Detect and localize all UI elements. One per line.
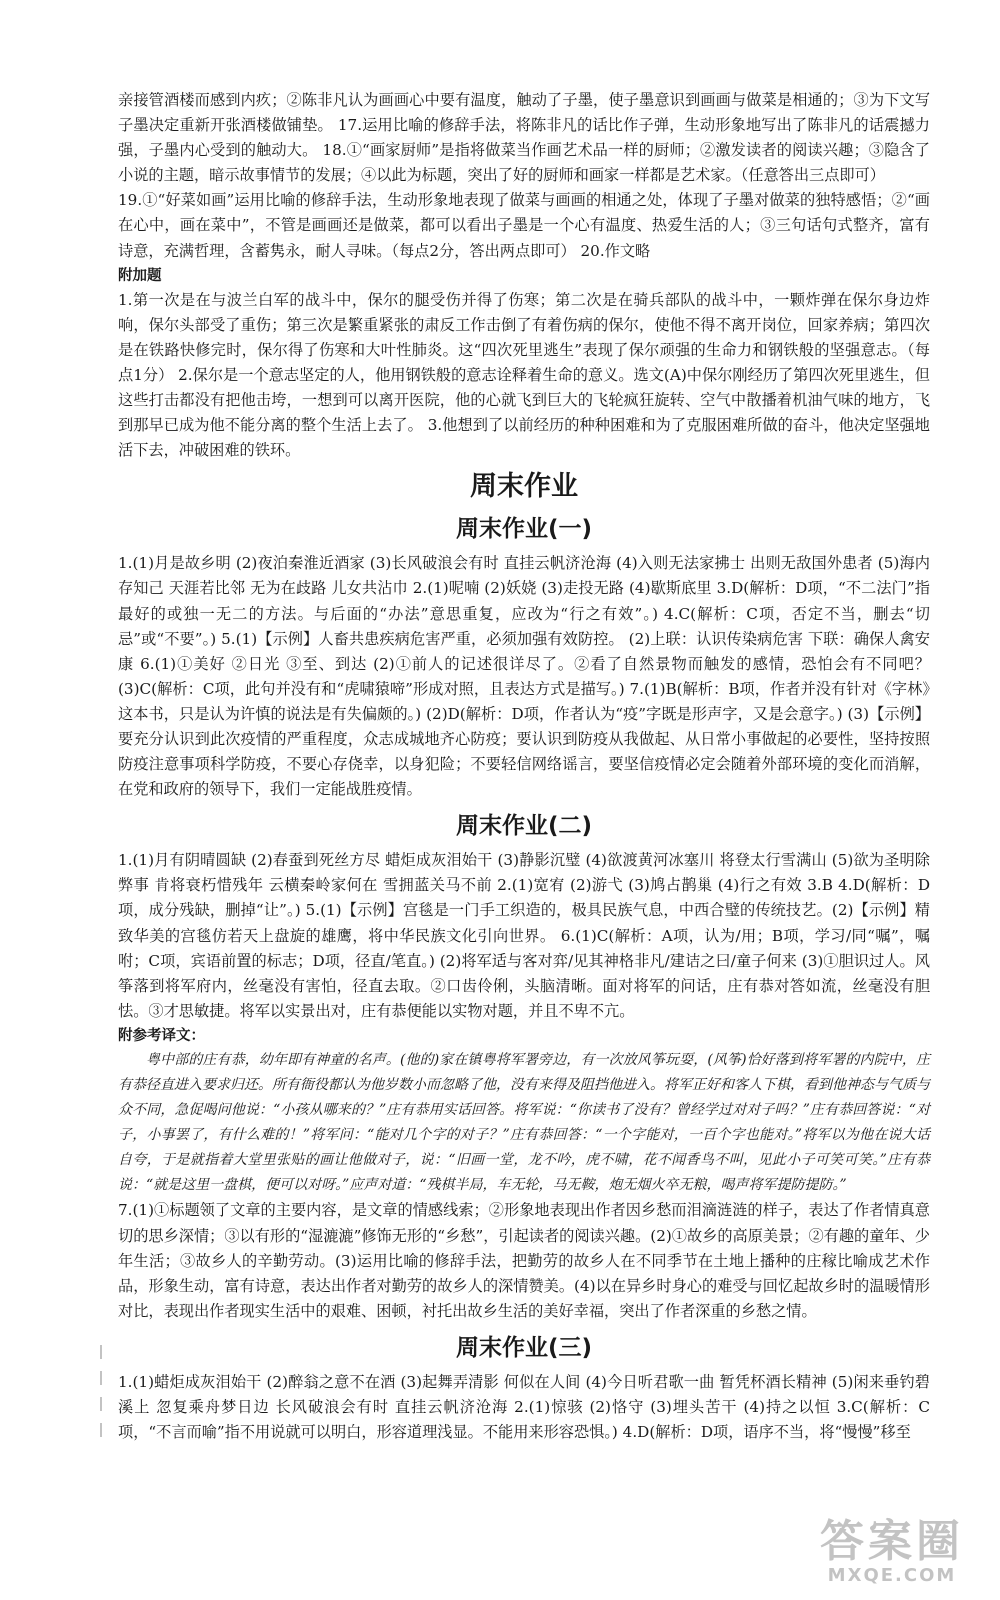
section-title-3: 周末作业(三) [455,1334,593,1361]
appendix-paragraph: 1.第一次是在与波兰白军的战斗中，保尔的腿受伤并得了伤寒；第二次是在骑兵部队的战斗中，一颗炸弹在保尔身边炸响，保尔头部受了重伤；第三次是繁重紧张的肃反工作击倒了有着伤病的保尔，使他不得不离开岗位，回家养病；第四次是在铁路快修完时，保尔得了伤寒和大叶性肺炎。这“四次死里逃生”表现了保尔顽强的生命力和钢铁般的坚强意志。（每点1分） 2.保尔是一个意志坚定的人，他用钢铁般的意志诠释着生命的意义。选文(A)中保尔刚经历了第四次死里逃生，但这些打击都没有把他击垮，一想到可以离开医院，他的心就飞到巨大的飞轮疯狂旋转、空气中散播着机油气味的地方，飞到那早已成为他不能分离的整个生活上去了。 3.他想到了以前经历的种种困难和为了克服困难所做的奋斗，他决定坚强地活下去，冲破困难的铁环。 [118,290,930,460]
translation-paragraph: 粤中部的庄有恭，幼年即有神童的名声。(他的)家在镇粤将军署旁边，有一次放风筝玩耍，(风筝)恰好落到将军署的内院中，庄有恭径直进入要求归还。所有衙役都认为他岁数小而忽略了他，没有来得及阻挡他进入。将军正好和客人下棋，看到他神态与气质与众不同，急促喝问他说：“小孩从哪来的？”庄有恭用实话回答。将军说：“你读书了没有？曾经学过对对子吗？”庄有恭回答说：“对子，小事罢了，有什么难的！”将军问：“能对几个字的对子？”庄有恭回答：“一个字能对，一百个字也能对。”将军以为他在说大话自夸，于是就指着大堂里张贴的画让他做对子，说：“旧画一堂，龙不吟，虎不啸，花不闻香鸟不叫，见此小子可笑可笑。”庄有恭说：“就是这里一盘棋，便可以对呀。”应声对道：“残棋半局，车无轮，马无鞍，炮无烟火卒无粮，喝声将军提防提防。” [118,1051,930,1194]
section2-paragraph: 1.(1)月有阴晴圆缺 (2)春蚕到死丝方尽 蜡炬成灰泪始干 (3)静影沉璧 (4)欲渡黄河冰塞川 将登太行雪满山 (5)欲为圣明除弊事 肯将衰朽惜残年 云横秦岭家何在 雪拥蓝关马不前 2.(1)宽宥 (2)游弋 (3)鸠占鹊巢 (4)行之有效 3.B 4.D(解析：D项，成分残缺，删掉“让”。) 5.(1)【示例】宫毯是一门手工织造的，极具民族气息，中西合璧的传统技艺。(2)【示例】精致华美的宫毯仿若天上盘旋的雄鹰，将中华民族文化引向世界。 6.(1)C(解析：A项，认为/用；B项，学习/同“嘱”，嘱咐；C项，宾语前置的标志；D项，径直/笔直。) (2)将军适与客对弈/见其神格非凡/建诘之曰/童子何来 (3)①胆识过人。风筝落到将军府内，丝毫没有害怕，径直去取。②口齿伶俐，头脑清晰。面对将军的问话，庄有恭对答如流，丝毫没有胆怯。③才思敏捷。将军以实景出对，庄有恭便能以实物对题，并且不卑不亢。 [118,851,930,1020]
margin-marks [96,1345,106,1465]
translation-label: 附参考译文： [118,1027,205,1044]
answer-paragraph: 亲接管酒楼而感到内疚；②陈非凡认为画画心中要有温度，触动了子墨，使子墨意识到画画与做菜是相通的；③为下文写子墨决定重新开张酒楼做铺垫。 17.运用比喻的修辞手法，将陈非凡的话比作子弹，生动形象地写出了陈非凡的话震撼力强，子墨内心受到的触动大。 18.①“画家厨师”是指将做菜当作画艺术品一样的厨师；②激发读者的阅读兴趣；③隐含了小说的主题，暗示故事情节的发展；④以此为标题，突出了好的厨师和画家一样都是艺术家。（任意答出三点即可） [118,91,930,185]
watermark-text: 答案圈 [820,1516,964,1567]
section2-paragraph-2: 7.(1)①标题领了文章的主要内容，是文章的情感线索；②形象地表现出作者因乡愁而泪滴涟涟的样子，表达了作者情真意切的思乡深情；③以有形的“湿漉漉”修饰无形的“乡愁”，引起读者的阅读兴趣。(2)①故乡的高原美景；②有趣的童年、少年生活；③故乡人的辛勤劳动。(3)运用比喻的修辞手法，把勤劳的故乡人在不同季节在土地上播种的庄稼比喻成艺术作品，形象生动，富有诗意，表达出作者对勤劳的故乡人的深情赞美。(4)以在异乡时身心的难受与回忆起故乡时的温暖情形对比，表现出作者现实生活中的艰难、困顿，衬托出故乡生活的美好幸福，突出了作者深重的乡愁之情。 [118,1201,930,1320]
watermark-url: MXQE.COM [827,1565,957,1586]
section-title-1: 周末作业(一) [455,516,593,543]
appendix-label: 附加题 [118,267,162,284]
answer-paragraph: 19.①“好菜如画”运用比喻的修辞手法，生动形象地表现了做菜与画画的相通之处，体现了子墨对做菜的独特感悟；②“画在心中，画在菜中”，不管是画画还是做菜，都可以看出子墨是一个心有温度、热爱生活的人；③三句话句式整齐，富有诗意，充满哲理，含蓄隽永，耐人寻味。（每点2分，答出两点即可） 20.作文略 [118,191,930,260]
section3-paragraph: 1.(1)蜡炬成灰泪始干 (2)醉翁之意不在酒 (3)起舞弄清影 何似在人间 (4)今日听君歌一曲 暂凭杯酒长精神 (5)闲来垂钓碧溪上 忽复乘舟梦日边 长风破浪会有时 直挂云帆济沧海 2.(1)惊骇 (2)恪守 (3)埋头苦干 (4)持之以恒 3.C(解析：C项，“不言而喻”指不用说就可以明白，形容道理浅显。不能用来形容恐惧。) 4.D(解析：D项，语序不当，将“慢慢”移至 [118,1372,930,1442]
page-content [118,88,930,1445]
main-title: 周末作业 [470,471,578,503]
translation-block [118,1048,930,1199]
section-title-2: 周末作业(二) [455,813,593,840]
watermark-logo [802,1518,982,1592]
section1-paragraph: 1.(1)月是故乡明 (2)夜泊秦淮近酒家 (3)长风破浪会有时 直挂云帆济沧海 (4)入则无法家拂士 出则无敌国外患者 (5)海内存知己 天涯若比邻 无为在歧路 儿女共沾巾 2.(1)呢喃 (2)妖娆 (3)走投无路 (4)歇斯底里 3.D(解析：D项，“不二法门”指最好的或独一无二的方法。与后面的“办法”意思重复，应改为“行之有效”。) 4.C(解析：C项，否定不当，删去“切忌”或“不要”。) 5.(1)【示例】人畜共患疾病危害严重，必须加强有效防控。 (2)上联：认识传染病危害 下联：确保人禽安康 6.(1)①美好 ②日光 ③至、到达 (2)①前人的记述很详尽了。②看了自然景物而触发的感情，恐怕会有不同吧？ (3)C(解析：C项，此句并没有和“虎啸猿啼”形成对照，且表达方式是描写。) 7.(1)B(解析：B项，作者并没有针对《字林》这本书，只是认为许慎的说法是有失偏颇的。) (2)D(解析：D项，作者认为“疫”字既是形声字，又是会意字。) (3)【示例】要充分认识到此次疫情的严重程度，众志成城地齐心防疫；要认识到防疫从我做起、从日常小事做起的必要性，坚持按照防疫注意事项科学防疫，不要心存侥幸，以身犯险；不要轻信网络谣言，要坚信疫情必定会随着外部环境的变化而消解，在党和政府的领导下，我们一定能战胜疫情。 [118,554,930,799]
